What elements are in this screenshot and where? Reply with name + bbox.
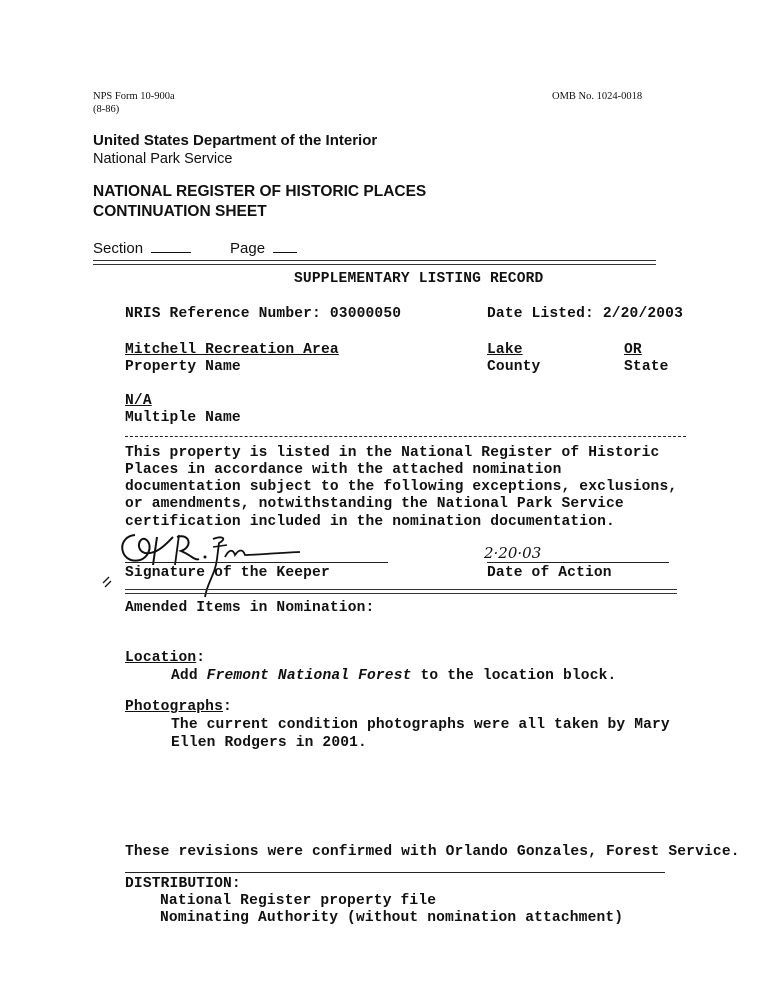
date-listed-label: Date Listed: [487,306,594,322]
photographs-heading: Photographs: [125,699,232,715]
section-blank [151,238,191,253]
distribution-heading: DISTRIBUTION: [125,876,241,892]
register-title: NATIONAL REGISTER OF HISTORIC PLACES [93,183,427,200]
statement-line: documentation subject to the following exceptions, exclusions, [125,479,678,495]
location-prefix: Add [171,668,198,684]
department-name: United States Department of the Interior [93,132,378,149]
signature-label: Signature of the Keeper [125,565,330,581]
form-date: (8-86) [93,104,120,115]
confirmation-text: These revisions were confirmed with Orlando Gonzales, Forest Service. [125,844,740,860]
record-divider [125,589,677,594]
multiple-name-label: Multiple Name [125,410,241,426]
service-name: National Park Service [93,151,233,167]
distribution-divider [125,872,665,873]
statement-line: This property is listed in the National Register of Historic [125,445,660,461]
location-label: Location [125,650,197,666]
state-value: OR [624,342,642,358]
date-of-action-label: Date of Action [487,565,612,581]
distribution-item: Nominating Authority (without nomination attachment) [160,910,624,926]
record-title: SUPPLEMENTARY LISTING RECORD [294,271,544,287]
action-date-line [487,562,669,563]
action-date-handwritten: 2·20·03 [484,544,542,562]
county-value: Lake [487,342,523,358]
location-suffix: to the location block. [420,668,617,684]
statement-line: Places in accordance with the attached nomination [125,462,562,478]
date-listed-value: 2/20/2003 [602,306,683,322]
multiple-name-value: N/A [125,393,152,409]
nris-reference [125,306,401,322]
form-number: NPS Form 10-900a [93,91,175,102]
county-label: County [487,359,541,375]
dashed-divider [125,436,686,437]
location-heading: Location: [125,650,206,666]
state-label: State [624,359,669,375]
section-field [93,238,191,257]
property-name-label: Property Name [125,359,241,375]
distribution-item: National Register property file [160,893,437,909]
property-name-value: Mitchell Recreation Area [125,342,339,358]
omb-number: OMB No. 1024-0018 [552,91,643,102]
nris-label: NRIS Reference Number: [125,306,321,322]
page-label: Page [230,240,266,257]
photographs-line: The current condition photographs were all taken by Mary [171,717,670,733]
section-label: Section [93,240,144,257]
date-listed [487,306,683,322]
header-divider [93,260,656,265]
location-forest: Fremont National Forest [206,668,412,684]
signature-line [125,562,388,563]
photographs-label: Photographs [125,699,223,715]
location-text [171,668,616,684]
amendments-heading: Amended Items in Nomination: [125,600,375,616]
page-blank [273,238,297,253]
sheet-title: CONTINUATION SHEET [93,203,267,220]
photographs-line: Ellen Rodgers in 2001. [171,735,367,751]
nris-value: 03000050 [329,306,402,322]
statement-line: certification included in the nomination documentation. [125,514,615,530]
statement-line: or amendments, notwithstanding the National Park Service [125,496,624,512]
page-field [230,238,297,257]
